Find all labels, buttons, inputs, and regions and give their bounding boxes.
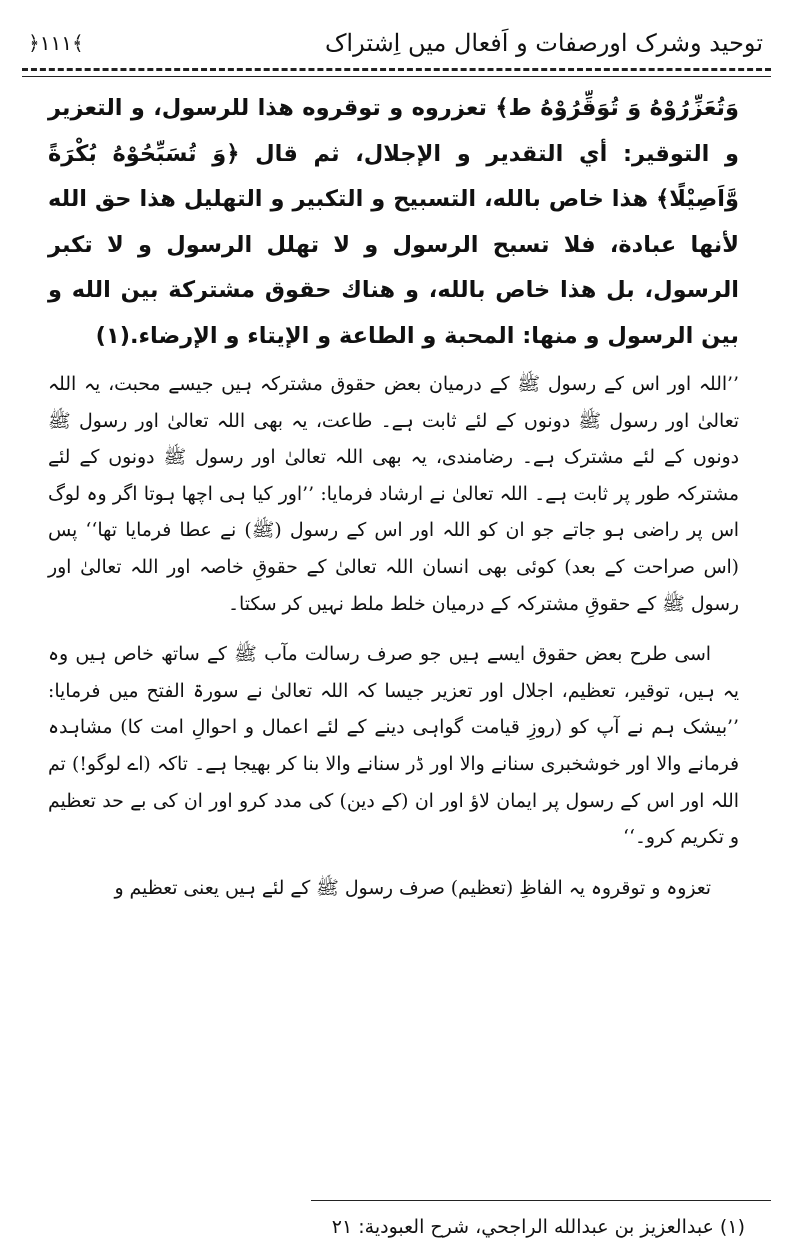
urdu-paragraph-2: اسی طرح بعض حقوق ایسے ہیں جو صرف رسالت مآب ﷺ کے ساتھ خاص ہیں وہ یہ ہیں، توقیر، تعظیم، اجلال اور تعزیر جیسا کہ اللہ تعالیٰ نے سورۃ الفتح میں فرمایا: ’’بیشک ہم نے آپ کو (روزِ قیامت گواہی دینے کے لئے اعمال و احوالِ امت کا) مشاہدہ فرمانے والا اور خوشخبری سنانے والا اور ڈر سنانے والا بنا کر بھیجا ہے۔ تاکہ (اے لوگو!) تم اللہ اور اس کے رسول پر ایمان لاؤ اور ان (کے دین) کی مدد کرو اور ان کی بے حد تعظیم و تکریم کرو۔‘‘: [48, 644, 739, 849]
page-number: ﴿۱۱۱﴾: [28, 31, 84, 55]
footnote: (١) عبدالعزيز بن عبدالله الراجحي، شرح العبودية: ٢١: [331, 1216, 745, 1238]
footnote-rule: [311, 1200, 771, 1201]
running-title: توحید وشرک اورصفات و اَفعال میں اِشتراک: [324, 29, 763, 57]
page-body: [48, 86, 739, 921]
page-header: [22, 20, 771, 68]
header-rule-dashed: [22, 68, 771, 71]
header-rule-solid: [22, 76, 771, 77]
urdu-paragraph-3: تعزوہ و توقروہ یہ الفاظِ (تعظیم) صرف رسول ﷺ کے لئے ہیں یعنی تعظیم و: [114, 877, 711, 899]
arabic-paragraph: وَتُعَزِّرُوْهُ وَ تُوَقِّرُوْهُ ط﴾ تعزروه و توقروه هذا للرسول، و التعزير و التوقير: أي التقدير و الإجلال، ثم قال ﴿وَ تُسَبِّحُوْهُ بُكْرَةً وَّاَصِيْلًا﴾ هذا خاص بالله، التسبيح و التكبير و التهليل هذا حق الله لأنها عبادة، فلا تسبح الرسول و لا تهلل الرسول و لا تكبر الرسول، بل هذا خاص بالله، و هناك حقوق مشتركة بين الله و بين الرسول و منها: المحبة و الطاعة و الإيتاء و الإرضاء.(١): [48, 95, 739, 349]
urdu-paragraph-1: ’’اللہ اور اس کے رسول ﷺ کے درمیان بعض حقوق مشترکہ ہیں جیسے محبت، یہ اللہ تعالیٰ اور رسول ﷺ دونوں کے لئے ثابت ہے۔ طاعت، یہ بھی اللہ تعالیٰ اور رسول ﷺ دونوں کے لئے مشترک ہے۔ رضامندی، یہ بھی اللہ تعالیٰ اور رسول ﷺ دونوں کے لئے مشترکہ طور پر ثابت ہے۔ اللہ تعالیٰ نے ارشاد فرمایا: ’’اور کیا ہی اچھا ہوتا اگر وہ لوگ اس پر راضی ہو جاتے جو ان کو اللہ اور اس کے رسول (ﷺ) نے عطا فرمایا تھا‘‘ پس (اس صراحت کے بعد) کوئی بھی انسان اللہ تعالیٰ کے حقوقِ خاصہ اور اللہ تعالیٰ اور رسول ﷺ کے حقوقِ مشترکہ کے درمیان خلط ملط نہیں کر سکتا۔: [48, 374, 739, 615]
